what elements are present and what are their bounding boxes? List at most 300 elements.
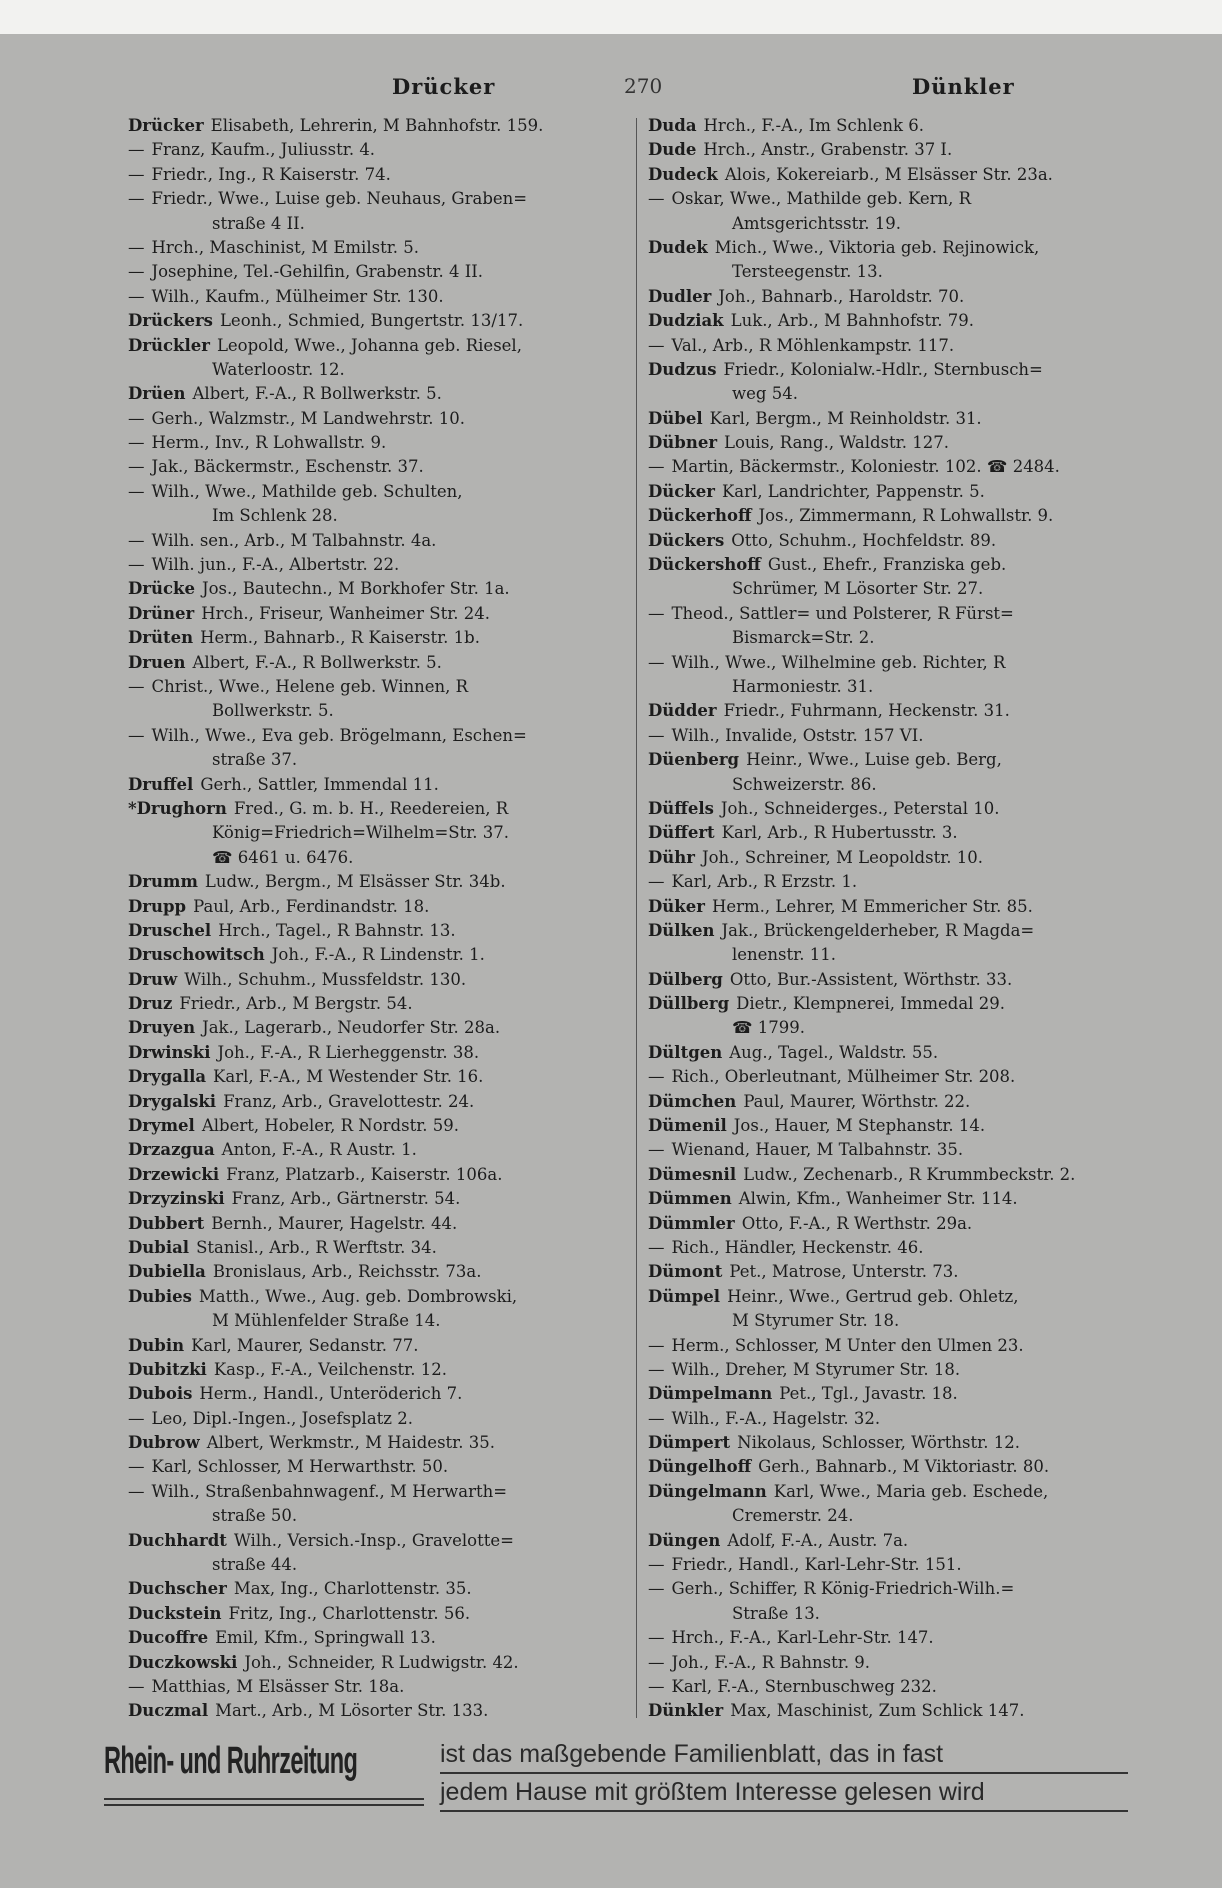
entry-details: Paul, Maurer, Wörthstr. 22. [743,1091,971,1111]
entry-details: Kasp., F.-A., Veilchenstr. 12. [213,1359,447,1379]
entry-details: weg 54. [732,384,798,404]
entry-details: Gust., Ehefr., Franziska geb. [767,555,1007,575]
directory-entry [128,724,626,748]
directory-entry [648,431,1146,455]
entry-surname: Düffels [648,798,714,818]
directory-entry [648,1236,1146,1260]
column-divider [636,118,637,1718]
entry-details: Albert, F.-A., R Bollwerkstr. 5. [192,652,442,672]
entry-details: Bollwerkstr. 5. [212,701,334,721]
entry-surname: Dubies [128,1286,192,1306]
entry-surname: Dückerhoff [648,506,752,526]
entry-details: Joh., Schreiner, M Leopoldstr. 10. [702,847,983,867]
entry-surname: Dümenil [648,1116,727,1136]
entry-details: Elisabeth, Lehrerin, M Bahnhofstr. 159. [210,116,544,135]
entry-surname: Dubois [128,1384,193,1404]
directory-entry [648,846,1146,870]
entry-surname: Drzyzinski [128,1189,225,1209]
entry-continuation [648,1309,1146,1333]
directory-entry [128,1334,626,1358]
entry-continuation [128,846,626,870]
entry-details: M Styrumer Str. 18. [732,1311,900,1331]
entry-continuation [648,212,1146,236]
directory-entry [128,651,626,675]
ditto-dash: — [648,1408,665,1428]
directory-entry [648,895,1146,919]
ditto-dash: — [648,1140,665,1160]
entry-details: Jak., Brückengelderheber, R Magda= [721,920,1035,940]
entry-details: straße 50. [212,1506,298,1526]
directory-entry [128,1285,626,1309]
entry-details: Anton, F.-A., R Austr. 1. [221,1140,417,1160]
directory-entry [128,553,626,577]
entry-details: Straße 13. [732,1603,820,1623]
entry-details: Heinr., Wwe., Gertrud geb. Ohletz, [727,1286,1019,1306]
ditto-dash: — [128,408,145,428]
directory-entry [648,651,1146,675]
entry-details: Bronislaus, Arb., Reichsstr. 73a. [212,1262,482,1282]
entry-surname: Drzewicki [128,1164,220,1184]
entry-details: Herm., Bahnarb., R Kaiserstr. 1b. [200,628,480,648]
entry-details: Wilh., Invalide, Oststr. 157 VI. [671,725,924,745]
directory-entry [128,1651,626,1675]
entry-details: Cremerstr. 24. [732,1506,854,1526]
entry-details: Jos., Hauer, M Stephanstr. 14. [733,1116,986,1136]
directory-entry [648,1553,1146,1577]
entry-details: Franz, Arb., Gärtnerstr. 54. [231,1189,461,1209]
ditto-dash: — [648,335,665,355]
ditto-dash: — [128,530,145,550]
right-column [648,114,1146,1724]
advert-rule [104,1804,424,1806]
directory-entry [128,797,626,821]
entry-surname: Drumm [128,872,198,892]
entry-details: Wilh. sen., Arb., M Talbahnstr. 4a. [151,530,437,550]
entry-details: Nikolaus, Schlosser, Wörthstr. 12. [737,1433,1020,1453]
entry-details: Jak., Lagerarb., Neudorfer Str. 28a. [202,1018,501,1038]
entry-details: Karl, Bergm., M Reinholdstr. 31. [709,408,982,428]
entry-surname: Dübel [648,408,703,428]
directory-entry [128,1358,626,1382]
directory-entry [128,1626,626,1650]
entry-details: straße 4 II. [212,213,305,233]
running-head-left: Drücker [392,74,496,99]
directory-entry [128,1431,626,1455]
directory-entry [128,1675,626,1699]
directory-entry [128,334,626,358]
directory-entry [128,138,626,162]
entry-surname: Dümpert [648,1433,731,1453]
entry-details: Hrch., F.-A., Im Schlenk 6. [703,116,925,135]
entry-surname: Drwinski [128,1042,211,1062]
entry-details: Albert, Hobeler, R Nordstr. 59. [201,1116,460,1136]
directory-entry [648,1260,1146,1284]
entry-details: Leo, Dipl.-Ingen., Josefsplatz 2. [151,1408,413,1428]
entry-details: Albert, Werkmstr., M Haidestr. 35. [206,1433,495,1453]
entry-details: Paul, Arb., Ferdinandstr. 18. [193,896,430,916]
entry-continuation [128,358,626,382]
entry-surname: Dubial [128,1237,190,1257]
directory-entry [648,1651,1146,1675]
entry-surname: Dude [648,140,697,160]
entry-details: Hrch., Maschinist, M Emilstr. 5. [151,237,420,257]
advertisement [100,1736,1130,1828]
directory-entry [648,724,1146,748]
directory-entry [648,992,1146,1016]
entry-details: Friedr., Fuhrmann, Heckenstr. 31. [723,701,1010,721]
entry-details: Val., Arb., R Möhlenkampstr. 117. [671,335,955,355]
directory-entry [128,260,626,284]
entry-surname: Druyen [128,1018,196,1038]
entry-surname: Druschel [128,920,212,940]
entry-surname: Düngelmann [648,1481,767,1501]
entry-details: Karl, F.-A., Sternbuschweg 232. [671,1677,937,1696]
entry-details: Herm., Inv., R Lohwallstr. 9. [151,433,387,453]
directory-entry [128,1016,626,1040]
entry-surname: Dücker [648,481,715,501]
directory-entry [648,334,1146,358]
entry-continuation [648,1504,1146,1528]
directory-entry [648,309,1146,333]
entry-details: Fred., G. m. b. H., Reedereien, R [233,798,509,818]
entry-details: Jak., Bäckermstr., Eschenstr. 37. [151,457,424,477]
entry-details: lenenstr. 11. [732,945,836,965]
entry-continuation [648,260,1146,284]
entry-details: Herm., Schlosser, M Unter den Ulmen 23. [671,1335,1024,1355]
entry-details: Ludw., Bergm., M Elsässer Str. 34b. [204,872,506,892]
entry-details: Wilh., Wwe., Mathilde geb. Schulten, [151,481,463,501]
entry-continuation [648,1016,1146,1040]
entry-details: Schweizerstr. 86. [732,774,877,794]
entry-surname: Dünkler [648,1701,724,1721]
directory-entry [648,1577,1146,1601]
page-number: 270 [624,74,663,98]
directory-entry [648,1480,1146,1504]
entry-surname: Düngelhoff [648,1457,752,1477]
entry-details: Franz, Kaufm., Juliusstr. 4. [151,140,376,160]
entry-details: Mich., Wwe., Viktoria geb. Rejinowick, [714,237,1040,257]
entry-details: Joh., F.-A., R Bahnstr. 9. [671,1652,871,1672]
entry-details: Joh., F.-A., R Lierheggenstr. 38. [217,1042,480,1062]
entry-details: Wilh., Kaufm., Mülheimer Str. 130. [151,286,444,306]
entry-continuation [648,943,1146,967]
directory-entry [648,1699,1146,1723]
entry-continuation [128,1553,626,1577]
ditto-dash: — [648,1628,665,1648]
directory-entry [128,1382,626,1406]
directory-entry [648,1187,1146,1211]
entry-surname: Druschowitsch [128,945,265,965]
entry-details: Leopold, Wwe., Johanna geb. Riesel, [216,335,522,355]
entry-surname: Düdder [648,701,717,721]
entry-details: Fritz, Ing., Charlottenstr. 56. [228,1603,471,1623]
advert-line-1: ist das maßgebende Familienblatt, das in fast [440,1736,1128,1774]
entry-details: König=Friedrich=Wilhelm=Str. 37. [212,823,510,843]
entry-surname: Drüen [128,384,186,404]
entry-details: Joh., F.-A., R Lindenstr. 1. [271,945,485,965]
entry-details: Alois, Kokereiarb., M Elsässer Str. 23a. [724,164,1053,184]
entry-surname: Dudzus [648,359,717,379]
directory-entry [128,1260,626,1284]
ditto-dash: — [128,676,145,696]
entry-details: Joh., Bahnarb., Haroldstr. 70. [718,286,965,306]
entry-continuation [648,1602,1146,1626]
entry-continuation [648,773,1146,797]
directory-entry [128,1407,626,1431]
entry-surname: Drygalski [128,1091,217,1111]
entry-details: Martin, Bäckermstr., Koloniestr. 102. ☎ 2484. [671,457,1060,477]
ditto-dash: — [648,1359,665,1379]
directory-entry [648,358,1146,382]
advert-rule [104,1798,424,1800]
entry-surname: Drücke [128,579,195,599]
directory-entry [648,1675,1146,1699]
directory-entry [648,114,1146,138]
entry-surname: Drückler [128,335,210,355]
entry-details: Luk., Arb., M Bahnhofstr. 79. [730,311,974,331]
directory-entry [648,1407,1146,1431]
entry-details: Friedr., Kolonialw.-Hdlr., Sternbusch= [723,359,1043,379]
entry-details: Karl, Wwe., Maria geb. Eschede, [773,1481,1049,1501]
entry-surname: Dudler [648,286,712,306]
entry-surname: Drupp [128,896,187,916]
directory-entry [128,1065,626,1089]
left-column [128,114,626,1724]
ditto-dash: — [648,603,665,623]
entry-details: Rich., Händler, Heckenstr. 46. [671,1237,924,1257]
entry-details: Otto, F.-A., R Werthstr. 29a. [741,1213,973,1233]
ditto-dash: — [648,652,665,672]
directory-entry [648,1358,1146,1382]
directory-entry [128,1138,626,1162]
directory-entry [128,163,626,187]
entry-details: Emil, Kfm., Springwall 13. [215,1628,436,1648]
entry-surname: Drygalla [128,1067,207,1087]
entry-details: Heinr., Wwe., Luise geb. Berg, [746,750,1002,770]
entry-details: Karl, F.-A., M Westender Str. 16. [213,1067,484,1087]
ditto-dash: — [648,725,665,745]
directory-entry [648,1455,1146,1479]
entry-surname: Drüner [128,603,195,623]
advert-text [440,1736,1128,1812]
entry-surname: Düngen [648,1530,721,1550]
entry-details: Franz, Arb., Gravelottestr. 24. [223,1091,475,1111]
directory-entry [648,163,1146,187]
entry-details: Alwin, Kfm., Wanheimer Str. 114. [738,1189,1018,1209]
entry-details: Matthias, M Elsässer Str. 18a. [151,1677,405,1696]
directory-entry [128,675,626,699]
directory-entry [128,1529,626,1553]
entry-surname: *Drughorn [128,798,227,818]
directory-entry [648,236,1146,260]
entry-surname: Dudziak [648,311,724,331]
entry-surname: Dümesnil [648,1164,737,1184]
ditto-dash: — [128,1677,145,1696]
ditto-dash: — [128,1457,145,1477]
entry-details: Jos., Zimmermann, R Lohwallstr. 9. [758,506,1054,526]
ditto-dash: — [128,286,145,306]
directory-entry [128,1212,626,1236]
entry-details: Pet., Tgl., Javastr. 18. [779,1384,958,1404]
ditto-dash: — [128,1481,145,1501]
directory-entry [128,529,626,553]
directory-entry [128,626,626,650]
entry-surname: Drücker [128,116,204,135]
directory-entry [648,1212,1146,1236]
directory-entry [648,187,1146,211]
directory-entry [648,455,1146,479]
entry-details: Hrch., Tagel., R Bahnstr. 13. [218,920,456,940]
entry-details: Matth., Wwe., Aug. geb. Dombrowski, [198,1286,518,1306]
directory-entry [128,1114,626,1138]
ditto-dash: — [648,1555,665,1575]
ditto-dash: — [128,457,145,477]
ditto-dash: — [128,189,145,209]
entry-continuation [648,675,1146,699]
entry-continuation [128,1309,626,1333]
directory-entry [128,1236,626,1260]
directory-entry [128,1187,626,1211]
directory-entry [648,529,1146,553]
entry-surname: Dubbert [128,1213,205,1233]
entry-surname: Dubrow [128,1433,200,1453]
directory-entry [128,1455,626,1479]
directory-entry [648,1138,1146,1162]
entry-details: Hrch., Anstr., Grabenstr. 37 I. [703,140,953,160]
directory-entry [648,285,1146,309]
directory-entry [128,1602,626,1626]
entry-details: Jos., Bautechn., M Borkhofer Str. 1a. [201,579,510,599]
directory-entry [128,943,626,967]
entry-surname: Dümpelmann [648,1384,773,1404]
entry-surname: Dültgen [648,1042,723,1062]
entry-details: Joh., Schneiderges., Peterstal 10. [720,798,1000,818]
directory-entry [128,577,626,601]
entry-details: Franz, Platzarb., Kaiserstr. 106a. [226,1164,503,1184]
directory-entry [128,480,626,504]
directory-entry [648,1163,1146,1187]
entry-details: Wilh., Wwe., Eva geb. Brögelmann, Eschen= [151,725,527,745]
directory-entry [128,1699,626,1723]
entry-details: ☎ 6461 u. 6476. [212,847,354,867]
entry-continuation [128,699,626,723]
entry-surname: Dübner [648,433,718,453]
entry-details: Aug., Tagel., Waldstr. 55. [729,1042,939,1062]
entry-details: Albert, F.-A., R Bollwerkstr. 5. [192,384,442,404]
entry-surname: Druffel [128,774,194,794]
directory-entry [648,138,1146,162]
entry-details: Christ., Wwe., Helene geb. Winnen, R [151,676,469,696]
entry-surname: Düenberg [648,750,740,770]
entry-surname: Duchhardt [128,1530,227,1550]
entry-surname: Drückers [128,311,213,331]
running-head-right: Dünkler [912,74,1015,99]
entry-surname: Duczmal [128,1701,209,1721]
entry-details: Wilh., Wwe., Wilhelmine geb. Richter, R [671,652,1006,672]
entry-surname: Duchscher [128,1579,227,1599]
directory-entry [648,1529,1146,1553]
entry-details: Hrch., F.-A., Karl-Lehr-Str. 147. [671,1628,934,1648]
entry-details: Wienand, Hauer, M Talbahnstr. 35. [671,1140,964,1160]
entry-details: Karl, Maurer, Sedanstr. 77. [191,1335,419,1355]
entry-details: Bernh., Maurer, Hagelstr. 44. [211,1213,458,1233]
entry-details: Louis, Rang., Waldstr. 127. [724,433,949,453]
ditto-dash: — [648,1652,665,1672]
entry-surname: Duda [648,116,697,135]
entry-details: Friedr., Ing., R Kaiserstr. 74. [151,164,391,184]
entry-details: Karl, Arb., R Erzstr. 1. [671,872,858,892]
directory-entry [128,773,626,797]
entry-details: Max, Maschinist, Zum Schlick 147. [730,1701,1025,1721]
entry-details: Amtsgerichtsstr. 19. [732,213,902,233]
ditto-dash: — [128,433,145,453]
entry-details: Herm., Lehrer, M Emmericher Str. 85. [711,896,1033,916]
entry-details: Karl, Schlosser, M Herwarthstr. 50. [151,1457,449,1477]
entry-surname: Ducoffre [128,1628,209,1648]
directory-entry [648,1065,1146,1089]
entry-details: Ludw., Zechenarb., R Krummbeckstr. 2. [743,1164,1076,1184]
entry-surname: Drüten [128,628,194,648]
directory-entry [128,919,626,943]
directory-entry [648,1090,1146,1114]
directory-entry [648,968,1146,992]
directory-entry [128,431,626,455]
ditto-dash: — [128,555,145,575]
ditto-dash: — [128,262,145,282]
entry-surname: Dudeck [648,164,718,184]
ditto-dash: — [648,1335,665,1355]
entry-details: Gerh., Schiffer, R König-Friedrich-Wilh.= [671,1579,1015,1599]
directory-entry [128,114,626,138]
entry-surname: Dubitzki [128,1359,207,1379]
entry-details: Josephine, Tel.-Gehilfin, Grabenstr. 4 II. [151,262,484,282]
entry-details: Dietr., Klempnerei, Immedal 29. [736,994,1005,1014]
entry-details: Oskar, Wwe., Mathilde geb. Kern, R [671,189,972,209]
entry-continuation [648,626,1146,650]
directory-entry [648,1041,1146,1065]
entry-continuation [128,504,626,528]
directory-entry [128,870,626,894]
entry-details: Harmoniestr. 31. [732,676,874,696]
ditto-dash: — [128,481,145,501]
entry-details: Theod., Sattler= und Polsterer, R Fürst= [671,603,1014,623]
entry-continuation [128,1504,626,1528]
entry-details: Friedr., Wwe., Luise geb. Neuhaus, Graben= [151,189,528,209]
directory-entry [128,407,626,431]
ditto-dash: — [128,1408,145,1428]
entry-details: Wilh. jun., F.-A., Albertstr. 22. [151,555,400,575]
entry-details: ☎ 1799. [732,1018,806,1038]
directory-entry [128,895,626,919]
directory-entry [648,553,1146,577]
entry-surname: Drzazgua [128,1140,215,1160]
directory-entry [648,748,1146,772]
directory-entry [648,870,1146,894]
directory-entry [648,699,1146,723]
directory-entry [648,1626,1146,1650]
ditto-dash: — [648,457,665,477]
entry-surname: Dubiella [128,1262,206,1282]
entry-details: Adolf, F.-A., Austr. 7a. [727,1530,909,1550]
entry-details: Herm., Handl., Unteröderich 7. [199,1384,463,1404]
entry-details: Im Schlenk 28. [212,506,338,526]
directory-entry [648,504,1146,528]
directory-entry [128,968,626,992]
entry-details: Gerh., Sattler, Immendal 11. [200,774,439,794]
entry-surname: Dülken [648,920,715,940]
entry-surname: Druen [128,652,186,672]
entry-details: Wilh., F.-A., Hagelstr. 32. [671,1408,881,1428]
